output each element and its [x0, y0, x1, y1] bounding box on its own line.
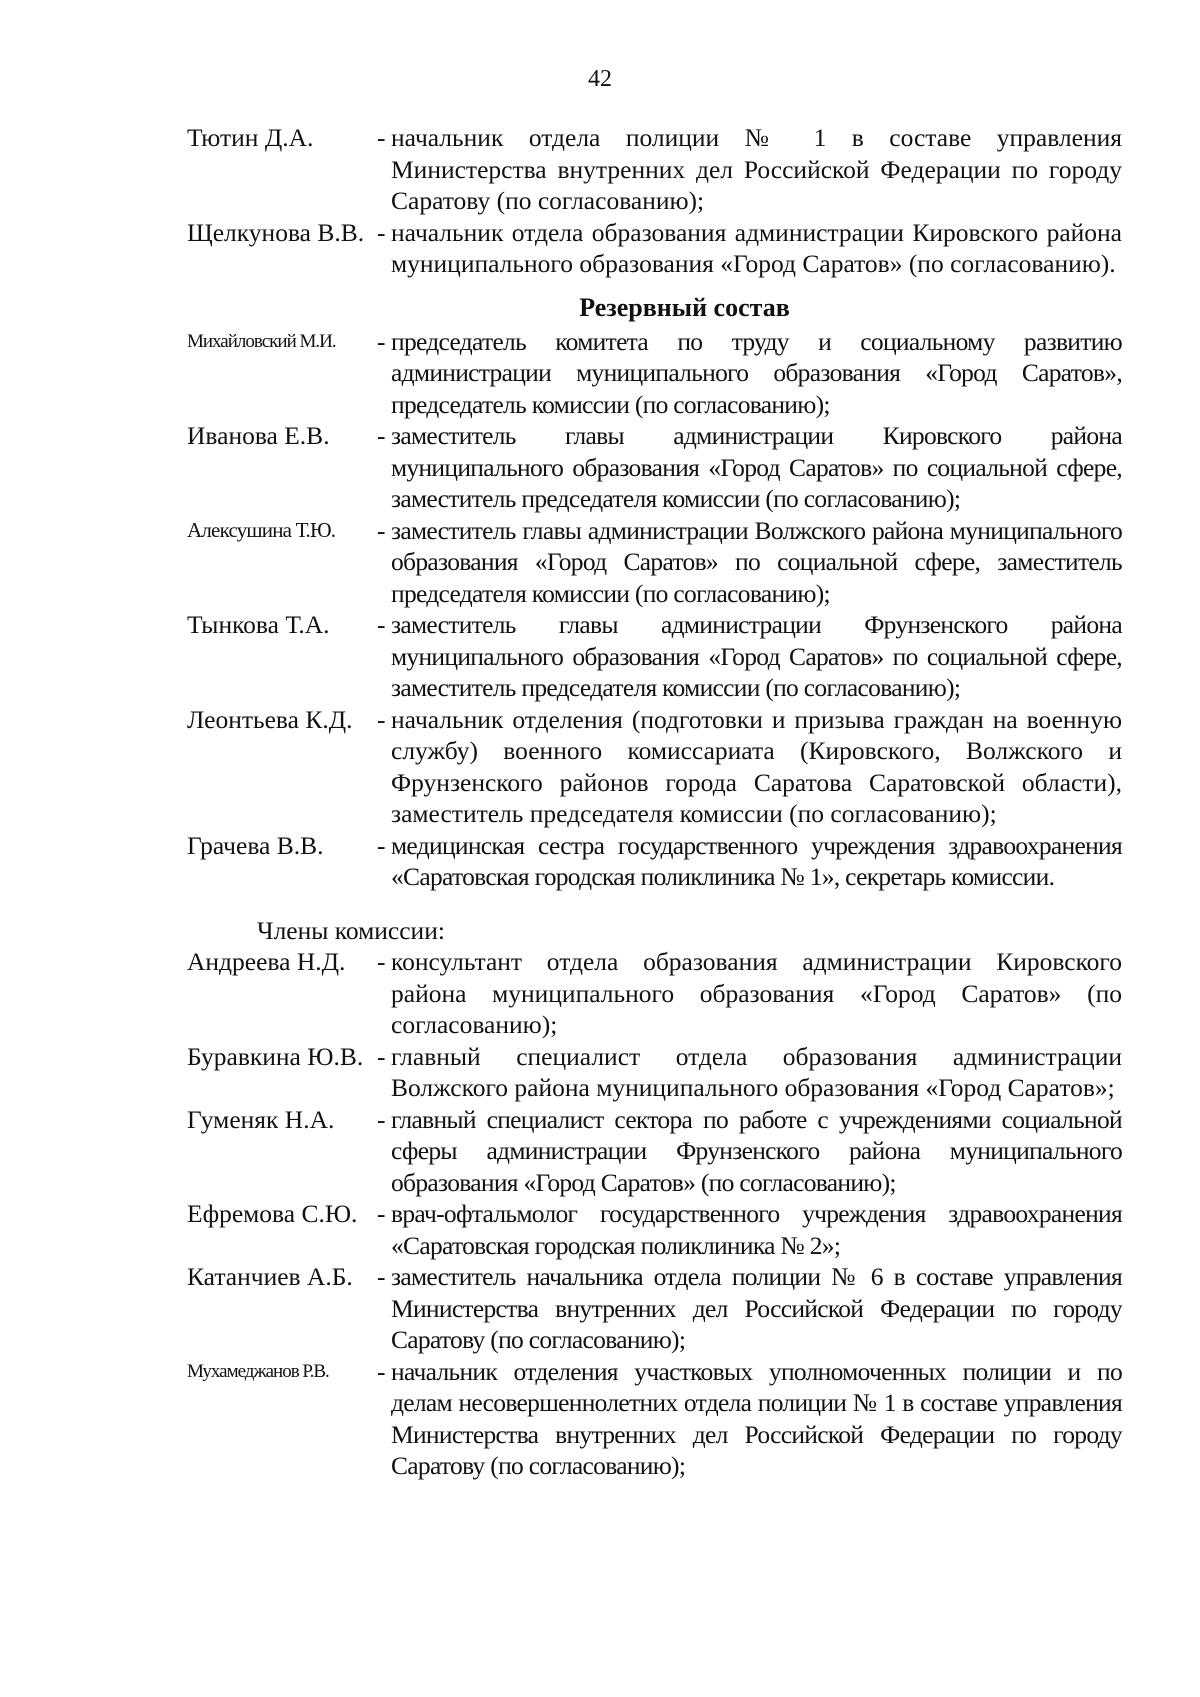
list-item — [187, 830, 1122, 893]
dash-separator: - — [377, 421, 386, 450]
person-role: медицинская сестра государственного учреждения здравоохранения «Саратовская городская поликлиника № 1», секретарь комиссии. — [391, 830, 1122, 891]
dash-separator: - — [377, 326, 386, 356]
dash-separator: - — [377, 830, 386, 860]
list-item — [187, 609, 1122, 704]
person-role: заместитель главы администрации Кировского района муниципального образования «Город Саратов» по социальной сфере, заместитель председателя комиссии (по согласованию); — [391, 421, 1122, 513]
list-item — [187, 1104, 1122, 1199]
person-role: начальник отделения участковых уполномоченных полиции и по делам несовершеннолетних отдела полиции № 1 в составе управления Министерства внутренних дел Российской Федерации по городу Саратову (по согласованию); — [391, 1356, 1122, 1480]
dash-separator: - — [377, 1356, 386, 1386]
person-role: врач-офтальмолог государственного учреждения здравоохранения «Саратовская городская поликлиника № 2»; — [391, 1199, 1122, 1260]
page-number: 42 — [588, 66, 612, 92]
person-name: Грачева В.В. — [187, 830, 324, 860]
person-role: главный специалист отдела образования администрации Волжского района муниципального образования «Город Саратов»; — [391, 1041, 1122, 1102]
list-item — [187, 122, 1122, 217]
dash-separator: - — [377, 1104, 386, 1134]
list-item — [187, 1261, 1122, 1356]
list-item — [187, 1041, 1122, 1104]
person-role: начальник отдела полиции № 1 в составе управления Министерства внутренних дел Российской Федерации по городу Саратову (по согласованию); — [391, 123, 1122, 215]
person-role: председатель комитета по труду и социальному развитию администрации муниципального образования «Город Саратов», председатель комиссии (по согласованию); — [391, 326, 1122, 419]
person-role: начальник отдела образования администрации Кировского района муниципального образования «Город Саратов» (по согласованию). — [391, 217, 1122, 278]
person-name: Катанчиев А.Б. — [187, 1262, 353, 1291]
person-role: консультант отдела образования администрации Кировского района муниципального образования «Город Саратов» (по согласованию); — [391, 947, 1122, 1039]
person-name: Михайловский М.И. — [187, 330, 336, 352]
list-item — [187, 420, 1122, 515]
members-heading: Члены комиссии: — [257, 915, 445, 945]
dash-separator: - — [377, 947, 386, 976]
person-name: Мухамеджанов Р.В. — [187, 1360, 329, 1382]
person-role: главный специалист сектора по работе с учреждениями социальной сферы администрации Фрунзенского района муниципального образования «Город Саратов» (по согласованию); — [391, 1104, 1122, 1197]
person-name: Буравкина Ю.В. — [187, 1041, 364, 1071]
person-name: Тынкова Т.А. — [187, 610, 330, 639]
list-item — [187, 946, 1122, 1041]
person-name: Ефремова С.Ю. — [187, 1199, 358, 1228]
person-name: Гуменяк Н.А. — [187, 1104, 335, 1134]
person-name: Андреева Н.Д. — [187, 947, 346, 976]
person-role: заместитель главы администрации Фрунзенского района муниципального образования «Город Саратов» по социальной сфере, заместитель председателя комиссии (по согласованию); — [391, 610, 1122, 702]
list-item — [187, 1356, 1122, 1482]
dash-separator: - — [377, 1262, 386, 1291]
dash-separator: - — [377, 217, 386, 247]
dash-separator: - — [377, 515, 386, 545]
list-item — [187, 515, 1122, 610]
person-name: Щелкунова В.В. — [187, 217, 365, 247]
list-item — [187, 326, 1122, 421]
list-item — [187, 704, 1122, 830]
dash-separator: - — [377, 610, 386, 639]
dash-separator: - — [377, 1041, 386, 1071]
person-role: заместитель главы администрации Волжского района муниципального образования «Город Саратов» по социальной сфере, заместитель председателя комиссии (по согласованию); — [391, 515, 1122, 608]
person-name: Алексушина Т.Ю. — [187, 517, 336, 542]
person-role: заместитель начальника отдела полиции № 6 в составе управления Министерства внутренних дел Российской Федерации по городу Саратову (по согласованию); — [391, 1262, 1122, 1354]
person-name: Иванова Е.В. — [187, 421, 330, 450]
dash-separator: - — [377, 1199, 386, 1228]
person-role: начальник отделения (подготовки и призыва граждан на военную службу) военного комиссариата (Кировского, Волжского и Фрунзенского районов города Саратова Саратовской области), заместитель председателя комиссии (по согласованию); — [391, 704, 1122, 828]
dash-separator: - — [377, 704, 386, 734]
dash-separator: - — [377, 123, 386, 152]
list-item — [187, 1198, 1122, 1261]
list-item — [187, 217, 1122, 280]
person-name: Тютин Д.А. — [187, 123, 314, 152]
section-title-reserve: Резервный состав — [579, 292, 790, 322]
document-body — [187, 122, 1122, 1482]
person-name: Леонтьева К.Д. — [187, 704, 353, 734]
